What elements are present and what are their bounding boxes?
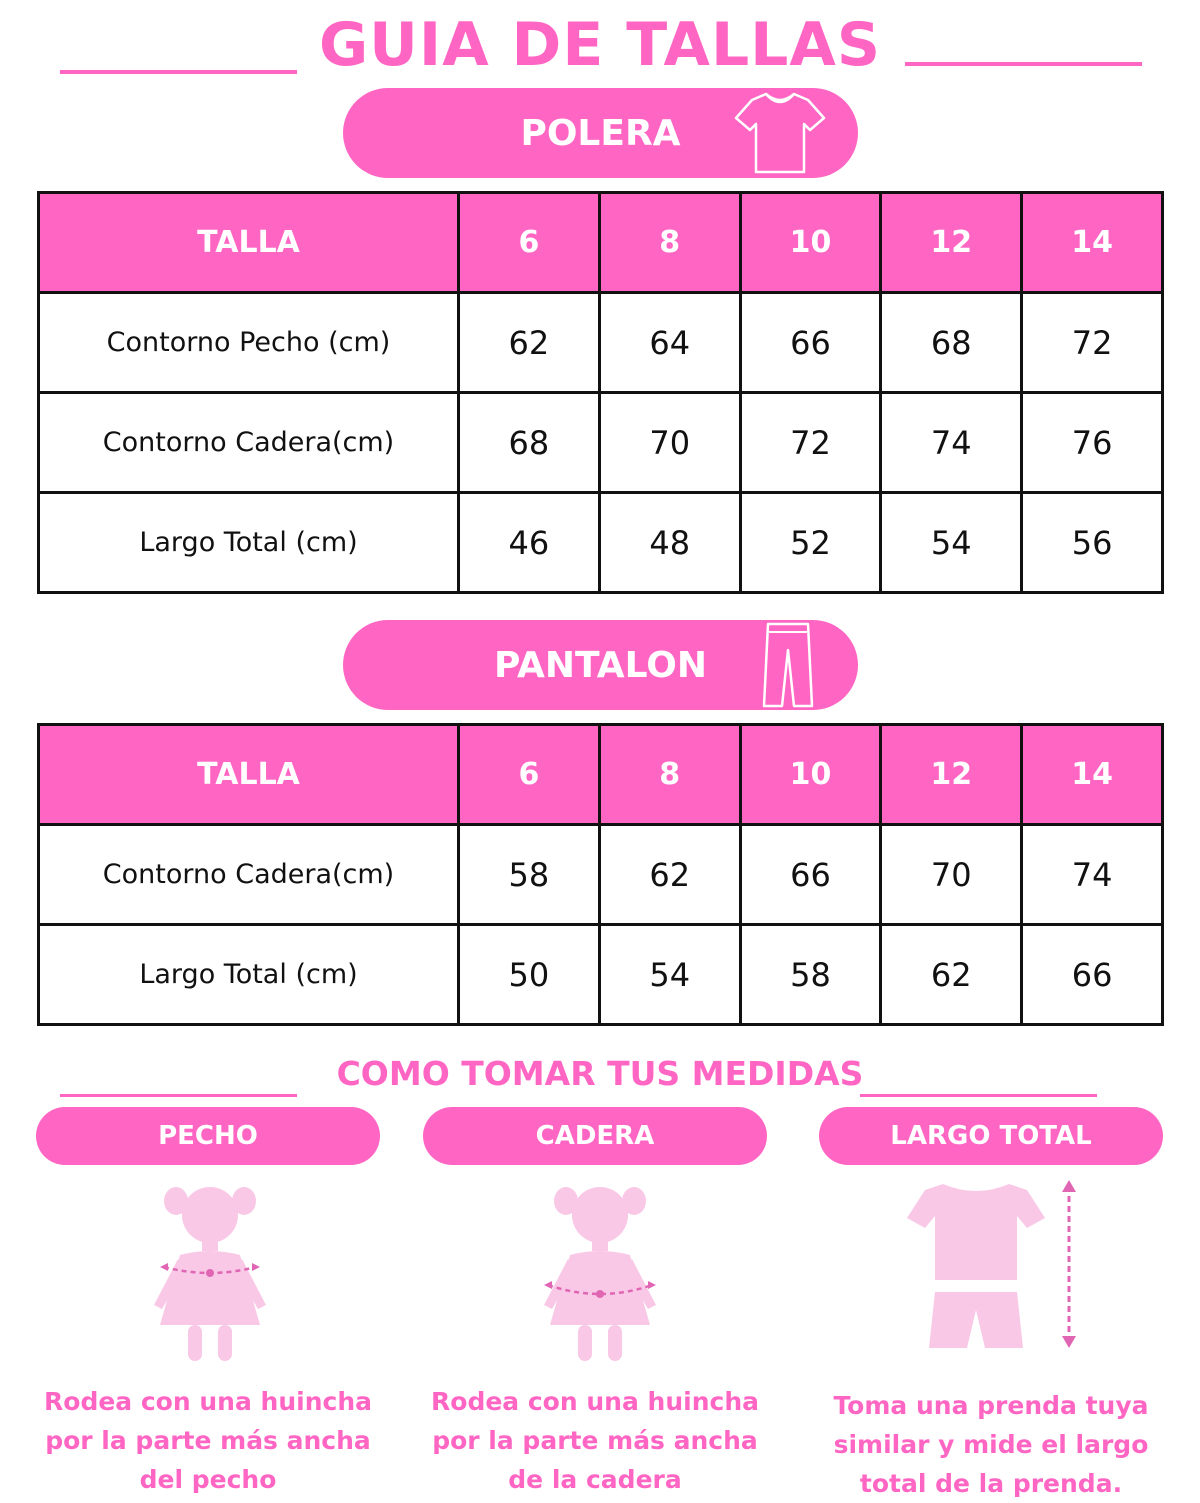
table-cell: 76 [1022, 393, 1163, 493]
table-row [39, 825, 1163, 925]
page-title: GUIA DE TALLAS [318, 10, 882, 80]
table-row [39, 493, 1163, 593]
header-cell: 6 [459, 193, 600, 293]
polera-label: POLERA [520, 112, 681, 154]
table-cell: 70 [881, 825, 1022, 925]
table-header-row [39, 725, 1163, 825]
table-cell: 62 [881, 925, 1022, 1025]
row-label: Largo Total (cm) [39, 493, 459, 593]
largo-total-label: LARGO TOTAL [890, 1121, 1092, 1151]
table-cell: 70 [599, 393, 740, 493]
table-cell: 46 [459, 493, 600, 593]
header-cell: 14 [1022, 193, 1163, 293]
row-label: Largo Total (cm) [39, 925, 459, 1025]
pecho-pill [36, 1107, 380, 1165]
header-cell: 8 [599, 193, 740, 293]
table-cell: 66 [740, 293, 881, 393]
table-cell: 68 [459, 393, 600, 493]
table-cell: 50 [459, 925, 600, 1025]
row-label: Contorno Cadera(cm) [39, 825, 459, 925]
pants-icon [758, 620, 818, 710]
table-row [39, 293, 1163, 393]
how-to-title: COMO TOMAR TUS MEDIDAS [336, 1054, 864, 1093]
header-cell: 6 [459, 725, 600, 825]
title-rule-right [905, 62, 1142, 66]
girl-chest-measure-icon [140, 1175, 280, 1365]
table-cell: 62 [599, 825, 740, 925]
largo-total-pill [819, 1107, 1163, 1165]
polera-size-table [37, 191, 1164, 594]
section-rule-right [860, 1094, 1097, 1097]
table-cell: 68 [881, 293, 1022, 393]
row-label: Contorno Pecho (cm) [39, 293, 459, 393]
caption-line: por la parte más ancha [45, 1426, 371, 1455]
section-rule-left [60, 1094, 297, 1097]
table-row [39, 393, 1163, 493]
pantalon-size-table [37, 723, 1164, 1026]
polera-section-pill [343, 88, 858, 178]
table-cell: 56 [1022, 493, 1163, 593]
pecho-label: PECHO [158, 1121, 258, 1151]
table-cell: 64 [599, 293, 740, 393]
header-cell: 12 [881, 193, 1022, 293]
table-cell: 72 [740, 393, 881, 493]
table-row [39, 925, 1163, 1025]
header-cell: 14 [1022, 725, 1163, 825]
table-header-row [39, 193, 1163, 293]
header-cell: 8 [599, 725, 740, 825]
table-cell: 58 [459, 825, 600, 925]
caption-line: Rodea con una huincha [431, 1387, 759, 1416]
pecho-caption [16, 1382, 400, 1499]
header-cell: 10 [740, 725, 881, 825]
pantalon-section-pill [343, 620, 858, 710]
caption-line: Rodea con una huincha [44, 1387, 372, 1416]
caption-line: total de la prenda. [859, 1469, 1123, 1498]
header-cell: 12 [881, 725, 1022, 825]
tshirt-icon [732, 88, 828, 178]
cadera-caption [403, 1382, 787, 1499]
table-cell: 72 [1022, 293, 1163, 393]
cadera-label: CADERA [535, 1121, 655, 1151]
caption-line: de la cadera [508, 1465, 682, 1494]
cadera-pill [423, 1107, 767, 1165]
caption-line: Toma una prenda tuya [833, 1391, 1149, 1420]
outfit-length-measure-icon [905, 1178, 1105, 1358]
table-cell: 52 [740, 493, 881, 593]
header-cell: 10 [740, 193, 881, 293]
caption-line: del pecho [139, 1465, 277, 1494]
table-cell: 54 [881, 493, 1022, 593]
table-cell: 48 [599, 493, 740, 593]
table-cell: 66 [1022, 925, 1163, 1025]
header-cell: TALLA [39, 725, 459, 825]
row-label: Contorno Cadera(cm) [39, 393, 459, 493]
header-cell: TALLA [39, 193, 459, 293]
pantalon-label: PANTALON [493, 644, 708, 686]
table-cell: 54 [599, 925, 740, 1025]
caption-line: por la parte más ancha [432, 1426, 758, 1455]
largo-total-caption [799, 1386, 1183, 1503]
table-cell: 58 [740, 925, 881, 1025]
table-cell: 62 [459, 293, 600, 393]
table-cell: 66 [740, 825, 881, 925]
girl-hip-measure-icon [530, 1175, 670, 1365]
table-cell: 74 [1022, 825, 1163, 925]
table-cell: 74 [881, 393, 1022, 493]
caption-line: similar y mide el largo [833, 1430, 1149, 1459]
